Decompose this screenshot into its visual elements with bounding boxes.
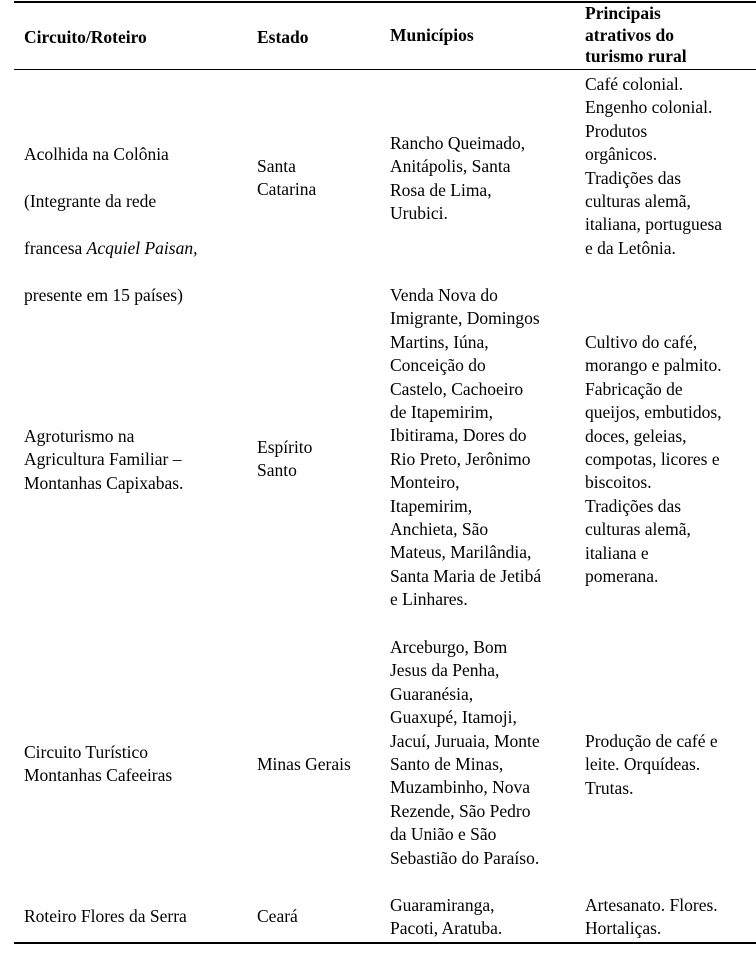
row1-circuit-line3 [24, 237, 256, 260]
header-state: Estado [257, 27, 309, 47]
row3-circuit: Circuito Turístico Montanhas Cafeeiras [24, 742, 173, 786]
row1-circuit-line1: Acolhida na Colônia [24, 144, 169, 165]
header-municipalities: Municípios [390, 25, 474, 45]
row2-circuit: Agroturismo na Agricultura Familiar – Montanhas Capixabas. [24, 426, 184, 493]
row2-attractions: Cultivo do café, morango e palmito. Fabricação de queijos, embutidos, doces, geleias, compotas, licores e biscoitos. Tradições das culturas alemã, italiana e pomerana. [585, 332, 722, 587]
header-circuit: Circuito/Roteiro [24, 27, 147, 47]
row1-state: Santa Catarina [257, 156, 317, 200]
row1-municipalities: Rancho Queimado, Anitápolis, Santa Rosa de Lima, Urubici. [390, 133, 526, 224]
row2-municipalities: Venda Nova do Imigrante, Domingos Martins, Iúna, Conceição do Castelo, Cachoeiro de Itapemirim, Ibitirama, Dores do Rio Preto, Jerônimo Monteiro, Itapemirim, Anchieta, São Mateus, Marilândia, Santa Maria de Jetibá e Linhares. [390, 285, 542, 610]
row1-circuit [24, 120, 256, 331]
row4-municipalities: Guaramiranga, Pacoti, Aratuba. [390, 895, 503, 939]
row3-attractions: Produção de café e leite. Orquídeas. Trutas. [585, 731, 718, 798]
row2-state: Espírito Santo [257, 437, 313, 481]
row1-circuit-line4: presente em 15 países) [24, 284, 183, 305]
row1-circuit-line2: (Integrante da rede [24, 191, 157, 212]
row4-circuit: Roteiro Flores da Serra [24, 906, 187, 926]
row1-attractions: Café colonial. Engenho colonial. Produtos orgânicos. Tradições das culturas alemã, italiana, portuguesa e da Letônia. [585, 74, 723, 258]
row4-state: Ceará [257, 906, 298, 926]
table-bottom-rule [14, 942, 756, 944]
row4-attractions: Artesanato. Flores. Hortaliças. [585, 895, 718, 939]
row3-municipalities: Arceburgo, Bom Jesus da Penha, Guaranésia, Guaxupé, Itamoji, Jacuí, Juruaia, Monte Santo de Minas, Muzambinho, Nova Rezende, São Pedro da União e São Sebastião do Paraíso. [390, 637, 540, 868]
header-bottom-rule [14, 69, 756, 70]
row1-circuit-line3-prefix: francesa [24, 238, 87, 259]
row1-circuit-line3-italic: Acquiel Paisan, [86, 238, 198, 259]
row3-state: Minas Gerais [257, 754, 351, 774]
header-attractions: Principais atrativos do turismo rural [585, 3, 687, 66]
